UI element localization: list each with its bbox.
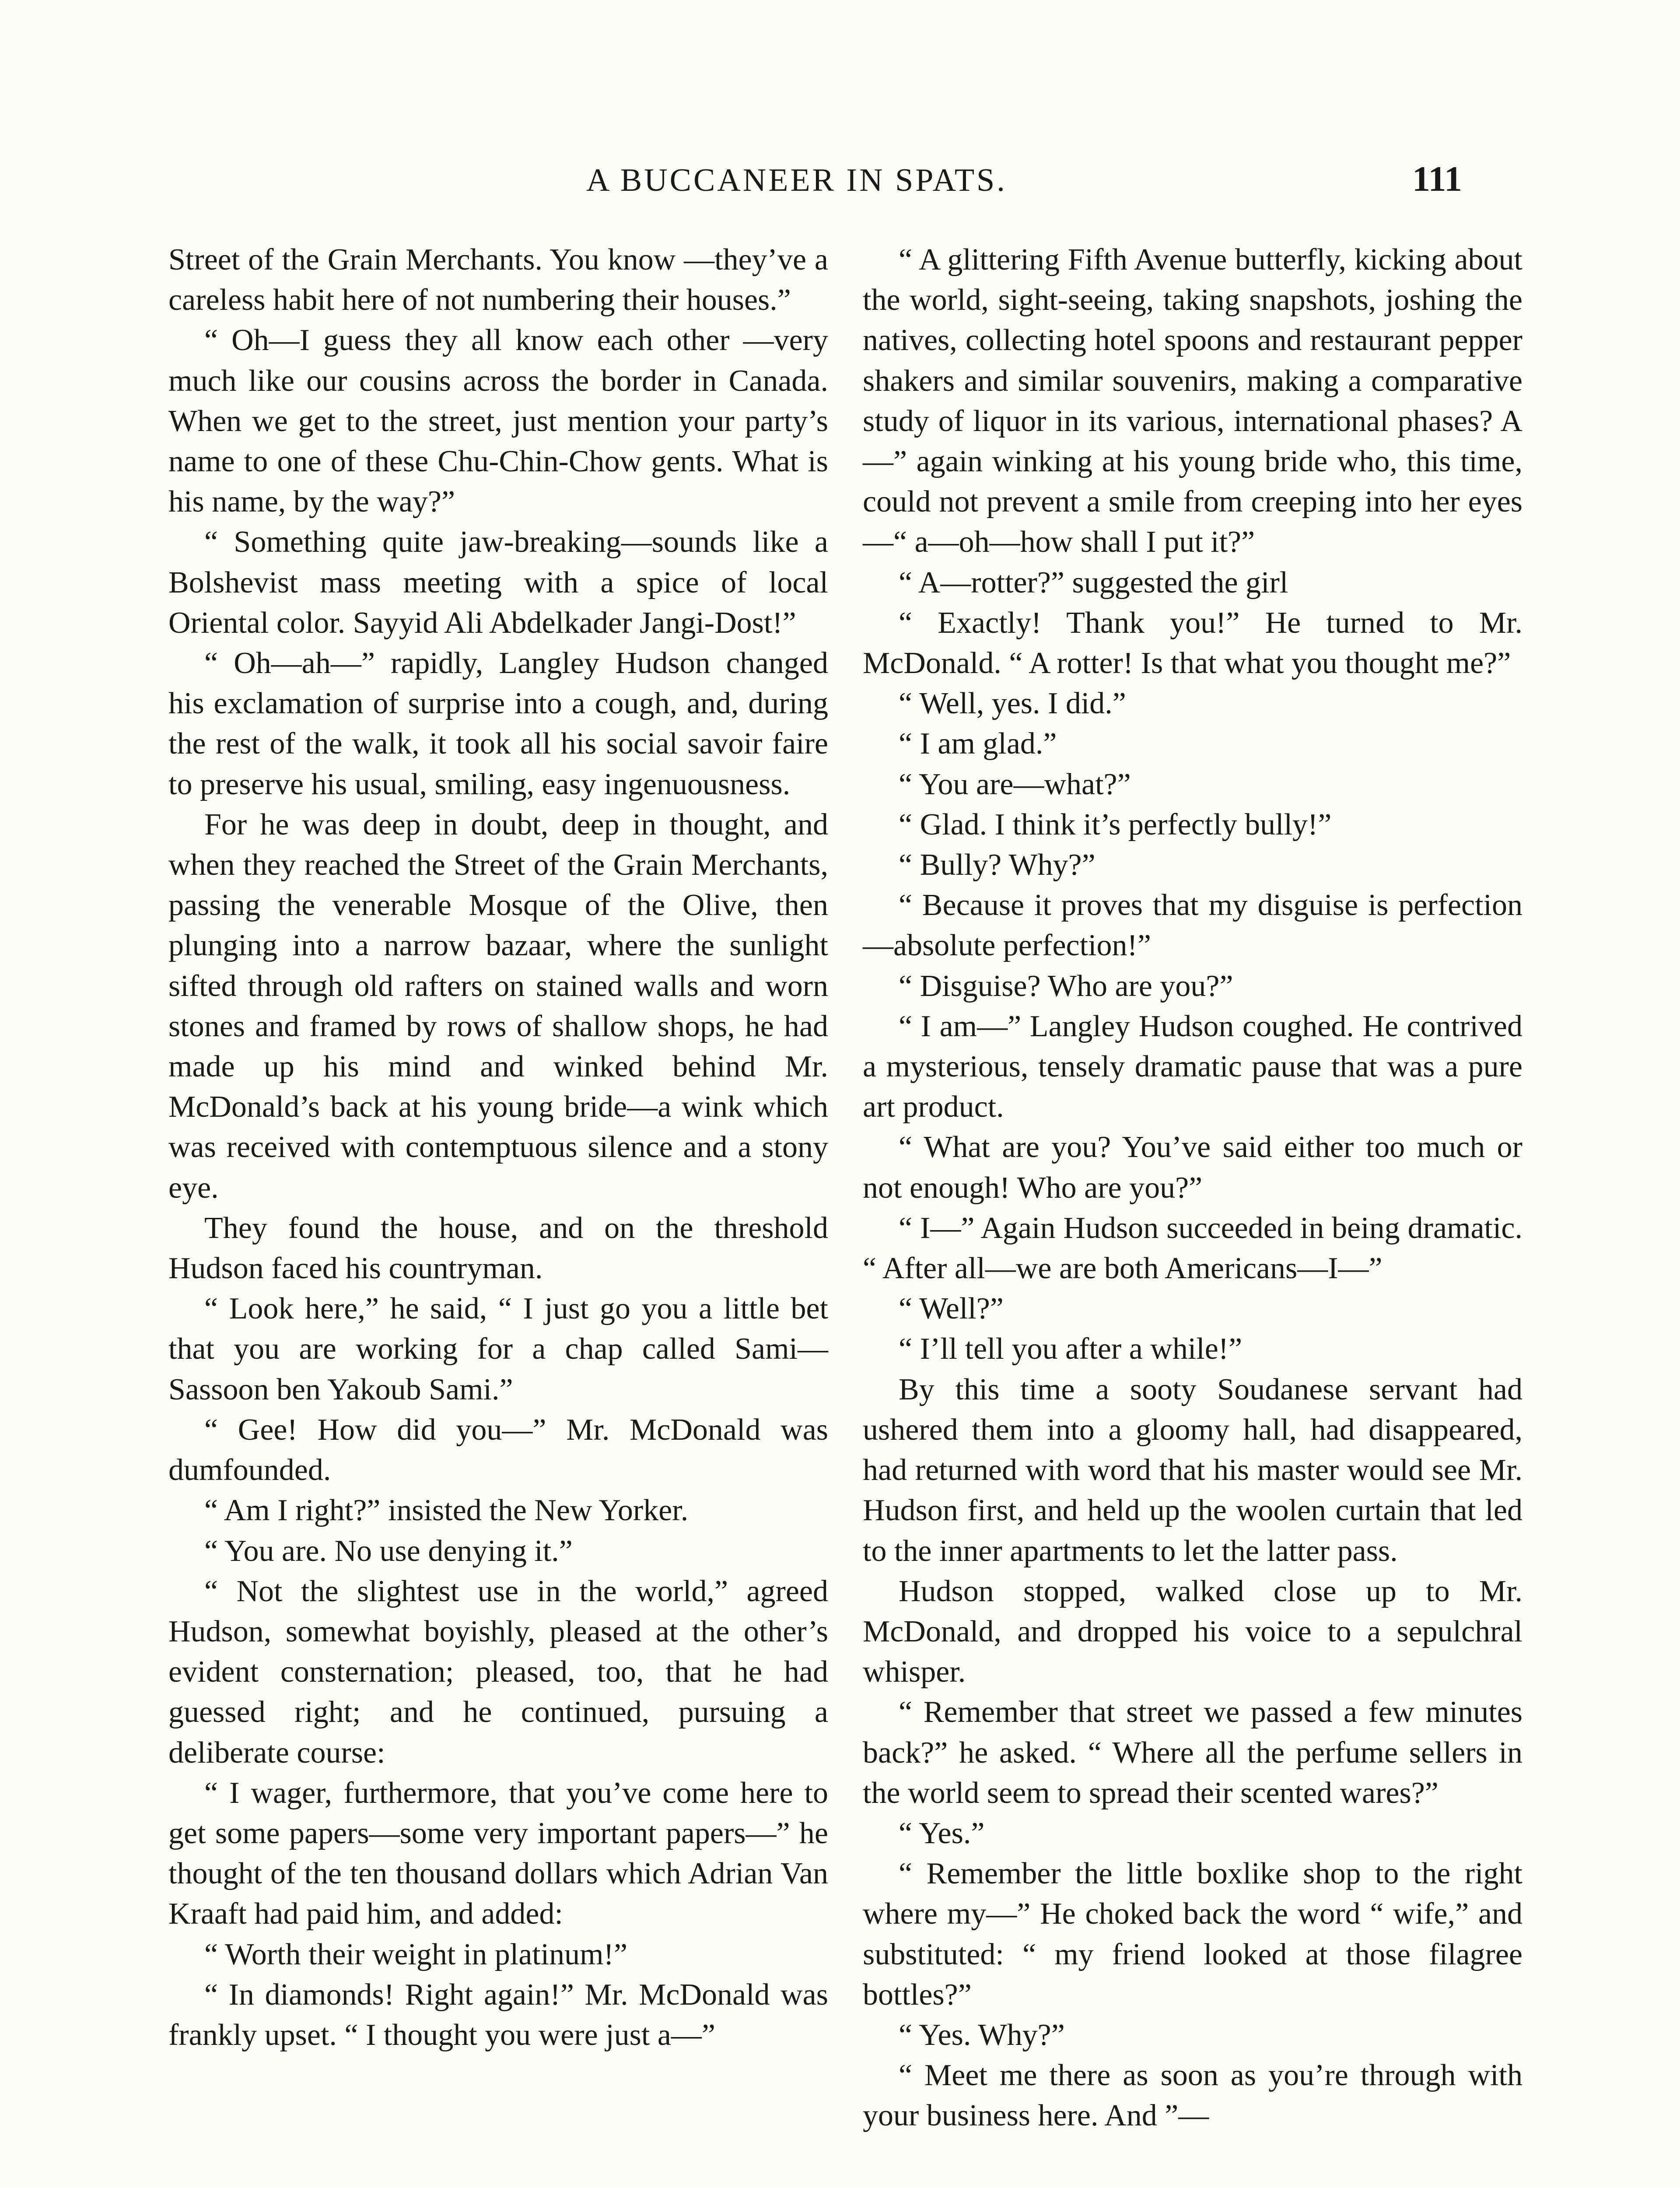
- paragraph: “ Yes.”: [899, 1816, 985, 1850]
- paragraph: “ Look here,” he said, “ I just go you a little bet that you are working for a chap called Sami—Sassoon ben Yakoub Sami.”: [168, 1292, 828, 1406]
- paragraph: “ Remember that street we passed a few minutes back?” he asked. “ Where all the perfume sellers in the world seem to spread their scented wares?”: [863, 1695, 1522, 1810]
- paragraph: “ Disguise? Who are you?”: [899, 969, 1233, 1003]
- paragraph: “ I’ll tell you after a while!”: [899, 1332, 1242, 1366]
- paragraph: “ Oh—ah—” rapidly, Langley Hudson changed his exclamation of surprise into a cough, and, during the rest of the walk, it took all his social savoir faire to preserve his usual, smiling, easy ingenuousness.: [168, 646, 828, 801]
- paragraph: “ Well, yes. I did.”: [899, 687, 1126, 721]
- paragraph: “ In diamonds! Right again!” Mr. McDonald was frankly upset. “ I thought you were just a—”: [168, 1978, 828, 2052]
- paragraph: “ I—” Again Hudson succeeded in being dramatic. “ After all—we are both Americans—I—”: [863, 1211, 1522, 1286]
- paragraph: “ Am I right?” insisted the New Yorker.: [204, 1494, 689, 1528]
- paragraph: By this time a sooty Soudanese servant had ushered them into a gloomy hall, had disappeared, had returned with word that his master would see Mr. Hudson first, and held up the woolen curtain that led to the inner apartments to let the latter pass.: [863, 1372, 1522, 1568]
- paragraph: For he was deep in doubt, deep in thought, and when they reached the Street of the Grain Merchants, passing the venerable Mosque of the Olive, then plunging into a narrow bazaar, where the sunlight sifted through old rafters on stained walls and worn stones and framed by rows of shallow shops, he had made up his mind and winked behind Mr. McDonald’s back at his young bride—a wink which was received with contemptuous silence and a stony eye.: [168, 807, 828, 1205]
- paragraph: “ Because it proves that my disguise is perfection—absolute perfection!”: [863, 888, 1522, 963]
- running-title: A BUCCANEER IN SPATS.: [586, 162, 1007, 198]
- paragraph: “ You are. No use denying it.”: [204, 1534, 573, 1568]
- paragraph: Hudson stopped, walked close up to Mr. McDonald, and dropped his voice to a sepulchral whisper.: [863, 1574, 1522, 1689]
- paragraph: “ Bully? Why?”: [899, 848, 1096, 882]
- paragraph: “ I am glad.”: [899, 727, 1057, 761]
- paragraph: “ Remember the little boxlike shop to the right where my—” He choked back the word “ wife,” and substituted: “ my friend looked at those filagree bottles?”: [863, 1857, 1522, 2012]
- paragraph: “ Oh—I guess they all know each other —very much like our cousins across the border in Canada. When we get to the street, just mention your party’s name to one of these Chu-Chin-Chow gents. What is his name, by the way?”: [168, 323, 828, 519]
- paragraph: “ A—rotter?” suggested the girl: [899, 565, 1288, 600]
- paragraph: “ Glad. I think it’s perfectly bully!”: [899, 807, 1332, 842]
- page-number: 111: [1412, 159, 1462, 199]
- paragraph: They found the house, and on the threshold Hudson faced his countryman.: [168, 1211, 828, 1286]
- paragraph: “ Yes. Why?”: [899, 2018, 1065, 2052]
- paragraph: “ What are you? You’ve said either too much or not enough! Who are you?”: [863, 1130, 1522, 1205]
- paragraph: “ Not the slightest use in the world,” agreed Hudson, somewhat boyishly, pleased at the other’s evident consternation; pleased, too, that he had guessed right; and he continued, pursuing a deliberate course:: [168, 1574, 828, 1770]
- paragraph: “ Worth their weight in platinum!”: [204, 1937, 628, 1971]
- paragraph: “ A glittering Fifth Avenue butterfly, kicking about the world, sight-seeing, taking snapshots, joshing the natives, collecting hotel spoons and restaurant pepper shakers and similar souvenirs, making a comparative study of liquor in its various, international phases? A—” again winking at his young bride who, this time, could not prevent a smile from creeping into her eyes —“ a—oh—how shall I put it?”: [863, 243, 1522, 559]
- right-text-column: [863, 240, 1522, 2136]
- paragraph: Street of the Grain Merchants. You know —they’ve a careless habit here of not numbering their houses.”: [168, 243, 828, 317]
- paragraph: “ I am—” Langley Hudson coughed. He contrived a mysterious, tensely dramatic pause that was a pure art product.: [863, 1009, 1522, 1124]
- paragraph: “ Well?”: [899, 1292, 1004, 1326]
- paragraph: “ Meet me there as soon as you’re through with your business here. And ”—: [863, 2058, 1522, 2133]
- paragraph: “ You are—what?”: [899, 767, 1131, 801]
- paragraph: “ I wager, furthermore, that you’ve come here to get some papers—some very important papers—” he thought of the ten thousand dollars which Adrian Van Kraaft had paid him, and added:: [168, 1776, 828, 1931]
- paragraph: “ Gee! How did you—” Mr. McDonald was dumfounded.: [168, 1413, 828, 1487]
- paragraph: “ Exactly! Thank you!” He turned to Mr. McDonald. “ A rotter! Is that what you thought me?”: [863, 606, 1522, 680]
- paragraph: “ Something quite jaw-breaking—sounds like a Bolshevist mass meeting with a spice of local Oriental color. Sayyid Ali Abdelkader Jangi-Dost!”: [168, 525, 828, 640]
- left-text-column: [168, 240, 828, 2055]
